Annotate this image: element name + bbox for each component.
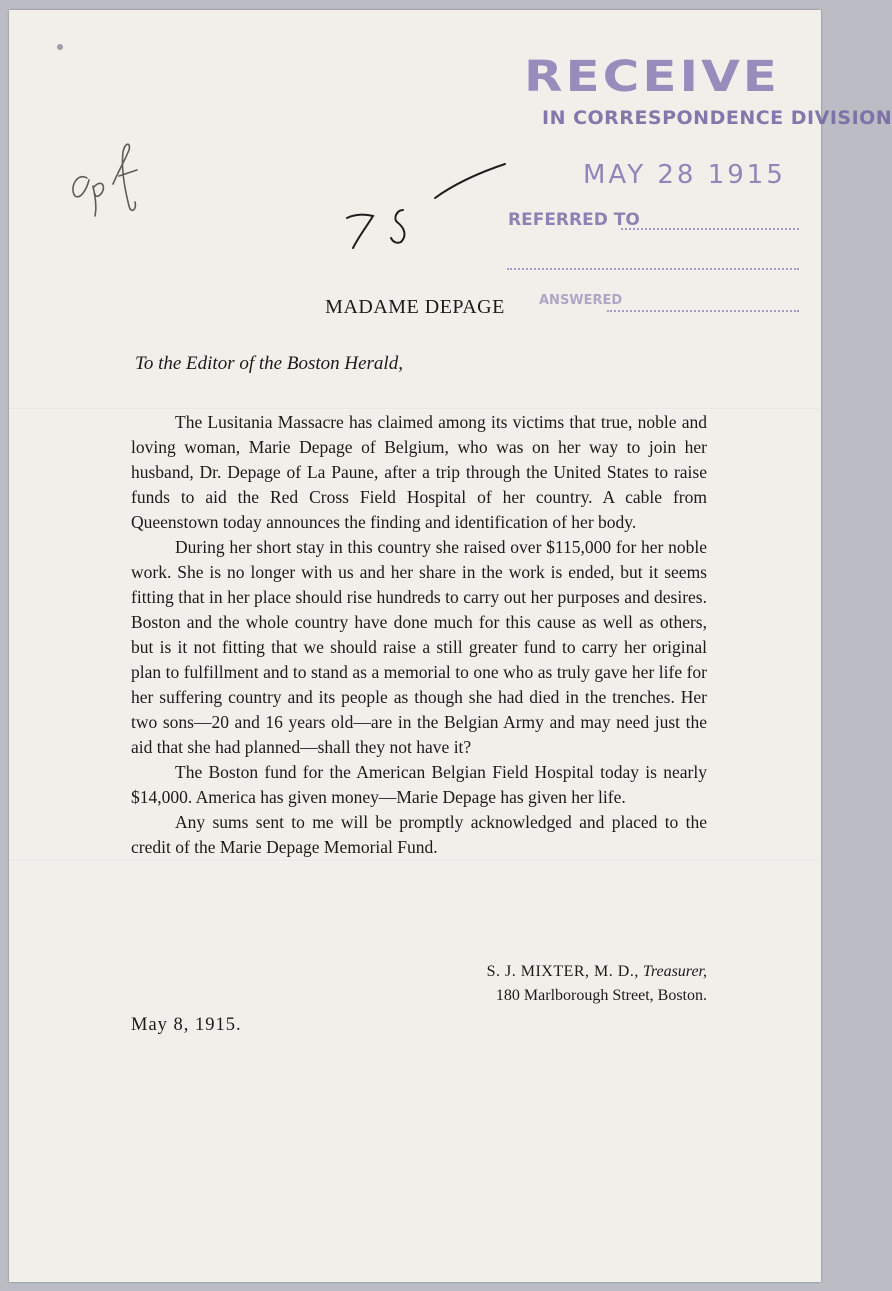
letter-signature	[487, 960, 707, 1008]
letter-sheet	[9, 10, 892, 1282]
signature-address: 180 Marlborough Street, Boston.	[495, 987, 707, 1004]
handwritten-initials	[73, 144, 137, 216]
received-stamp-heading: RECEIVE	[524, 52, 780, 102]
letter-paragraph: The Boston fund for the American Belgian Field Hospital today is nearly $14,000. America has given money—Marie Depage has given her life.	[131, 762, 707, 807]
letter-title: MADAME DEPAGE	[325, 296, 505, 318]
letter-body	[131, 410, 707, 860]
letter-salutation: To the Editor of the Boston Herald,	[135, 353, 403, 374]
letter-date: May 8, 1915.	[131, 1015, 242, 1035]
received-stamp-date: MAY 28 1915	[583, 160, 786, 190]
letter-paragraph: During her short stay in this country she raised over $115,000 for her noble work. She is no longer with us and her share in the work is ended, but it seems fitting that in her place should rise hundreds to carry out her purposes and desires. Boston and the whole country have done much for this cause as well as others, but is it not fitting that we should raise a still greater fund to carry her original plan to fulfillment and to stand as a memorial to one who as truly gave her life for her suffering country and its people as though she had died in the trenches. Her two sons—20 and 16 years old—are in the Belgian Army and may need just the aid that she had planned—shall they not have it?	[131, 537, 707, 757]
received-stamp-division: IN CORRESPONDENCE DIVISION	[542, 107, 892, 129]
letter-paragraph: The Lusitania Massacre has claimed among its victims that true, noble and loving woman, Marie Depage of Belgium, who was on her way to join her husband, Dr. Depage of La Paune, after a trip through the United States to raise funds to aid the Red Cross Field Hospital of her country. A cable from Queenstown today announces the finding and identification of her body.	[131, 412, 707, 532]
received-stamp-answered: ANSWERED	[539, 293, 623, 308]
referred-dotted-line	[621, 228, 799, 230]
signature-title: Treasurer,	[642, 963, 707, 980]
paper-speck	[57, 44, 63, 50]
received-stamp-referred: REFERRED TO	[508, 210, 640, 230]
stamp-dotted-line	[507, 268, 799, 270]
handwritten-number	[347, 164, 505, 248]
signature-name: S. J. MIXTER, M. D.,	[486, 963, 639, 980]
letter-paragraph: Any sums sent to me will be promptly acknowledged and placed to the credit of the Marie Depage Memorial Fund.	[131, 812, 707, 857]
